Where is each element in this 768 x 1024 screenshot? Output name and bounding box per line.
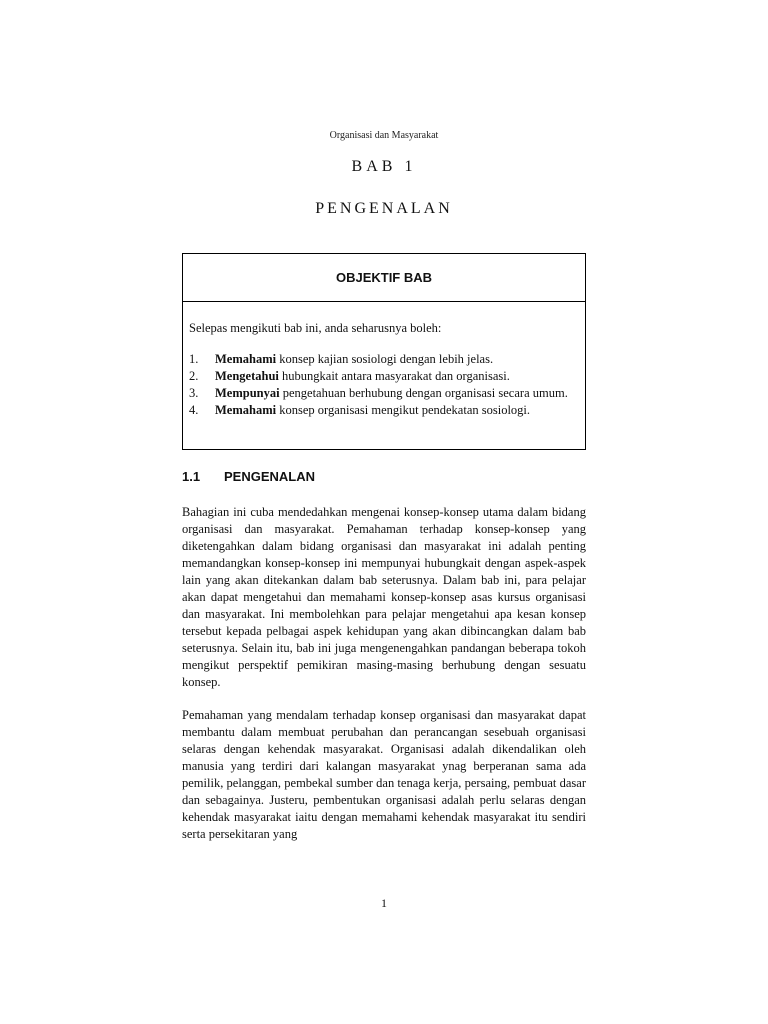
objective-text: konsep kajian sosiologi dengan lebih jelas.	[276, 352, 494, 366]
objective-number: 2.	[189, 369, 199, 383]
chapter-title: PENGENALAN	[315, 200, 453, 217]
objective-text: hubungkait antara masyarakat dan organisasi.	[278, 369, 510, 383]
objective-number: 4.	[189, 403, 199, 417]
objective-verb: Memahami	[215, 352, 277, 366]
chapter-number: BAB 1	[351, 158, 417, 175]
objective-item	[189, 385, 581, 402]
body-paragraph: Bahagian ini cuba mendedahkan mengenai konsep-konsep utama dalam bidang organisasi dan masyarakat. Pemahaman terhadap konsep-konsep yang diketengahkan dalam bidang organisasi dan masyarakat ini adalah penting memandangkan konsep-konsep ini mempunyai hubungkait dengan aspek-aspek lain yang akan ditekankan dalam bab seterusnya. Dalam bab ini, para pelajar akan dapat mengetahui dan memahami konsep-konsep asas kursus organisasi dan masyarakat. Ini membolehkan para pelajar mengetahui apa kesan konsep tersebut kepada pelbagai aspek kehidupan yang akan dibincangkan dalam bab seterusnya. Selain itu, bab ini juga mengenengahkan pandangan beberapa tokoh mengikut perspektif pemikiran masing-masing berhubung dengan sesuatu konsep.	[182, 505, 586, 689]
objective-item	[189, 402, 581, 419]
running-header: Organisasi dan Masyarakat	[329, 130, 439, 141]
objective-text: konsep organisasi mengikut pendekatan sosiologi.	[276, 403, 531, 417]
section-title: PENGENALAN	[224, 469, 316, 484]
objective-number: 3.	[189, 386, 199, 400]
objectives-list	[189, 351, 581, 419]
body-paragraph: Pemahaman yang mendalam terhadap konsep organisasi dan masyarakat dapat membantu dalam membuat perubahan dan perancangan sesebuah organisasi selaras dengan kehendak masyarakat. Organisasi adalah dikendalikan oleh manusia yang terdiri dari kalangan masyarakat ynag berperanan sama ada pemilik, pelanggan, pembekal sumber dan tenaga kerja, persaing, pembuat dasar dan sebagainya. Justeru, pembentukan organisasi adalah perlu selaras dengan kehendak masyarakat iaitu dengan memahami kehendak masyarakat itu sendiri serta persekitaran yang	[182, 708, 586, 841]
objective-verb: Mempunyai	[215, 386, 280, 400]
objectives-heading: OBJEKTIF BAB	[183, 254, 585, 302]
objective-item	[189, 351, 581, 368]
objective-text: pengetahuan berhubung dengan organisasi secara umum.	[279, 386, 568, 400]
objective-verb: Memahami	[215, 403, 277, 417]
objectives-intro: Selepas mengikuti bab ini, anda seharusnya boleh:	[189, 321, 442, 335]
objective-verb: Mengetahui	[215, 369, 279, 383]
objective-item	[189, 368, 581, 385]
section-number: 1.1	[182, 469, 201, 484]
objectives-box	[182, 253, 586, 450]
section-heading	[182, 469, 315, 484]
page-number: 1	[381, 896, 387, 910]
objective-number: 1.	[189, 352, 199, 366]
